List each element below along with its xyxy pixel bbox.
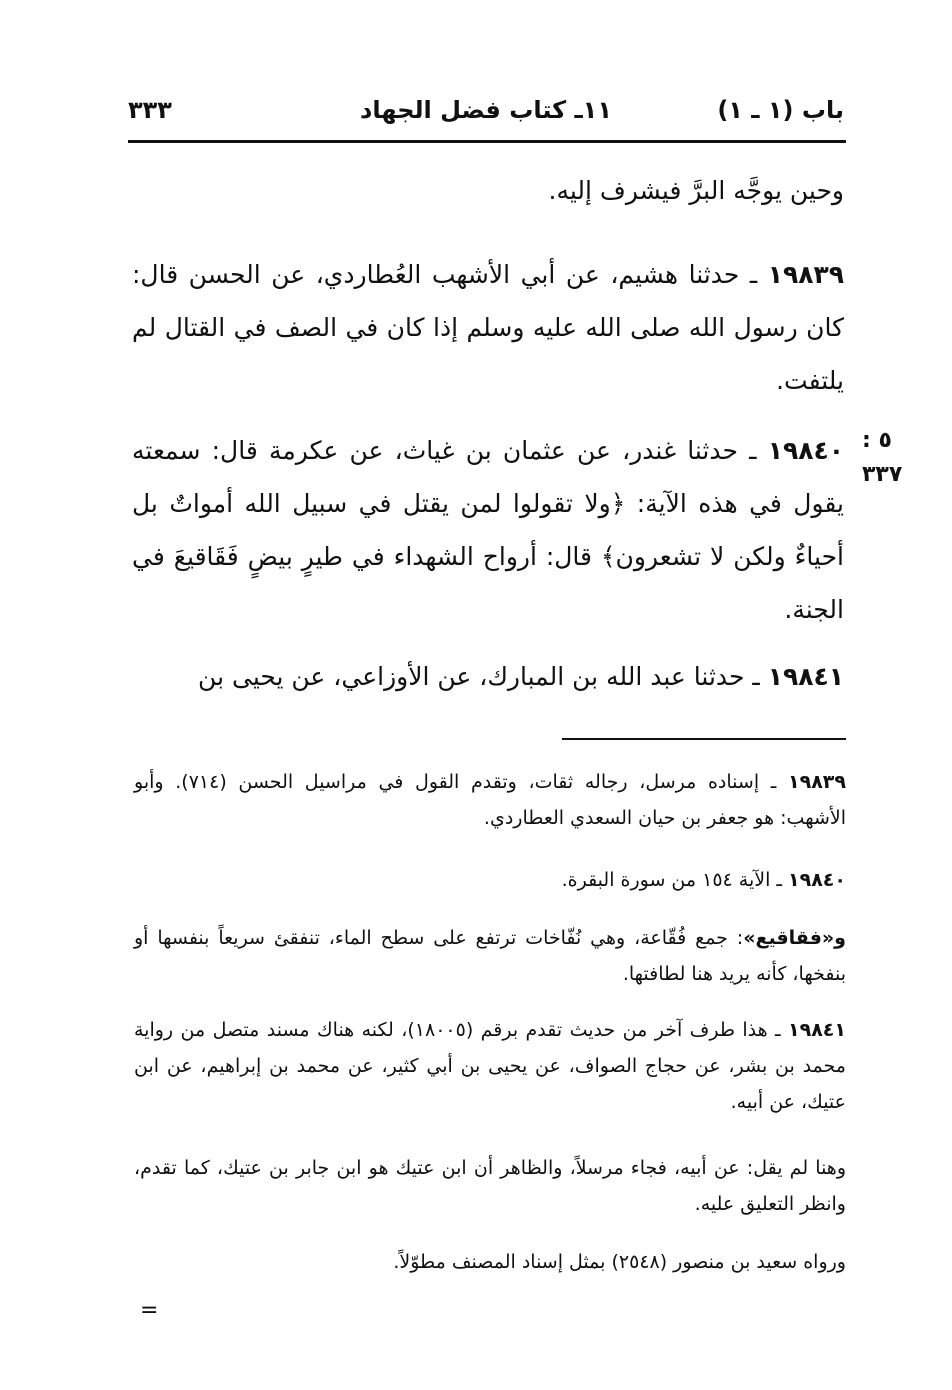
hadith-19839 — [132, 248, 844, 407]
footnote-term: و«فقاقيع» — [743, 927, 846, 949]
hadith-19841 — [132, 650, 844, 703]
footnote-text: ـ الآية ١٥٤ من سورة البقرة. — [561, 869, 789, 891]
hadith-number: ١٩٨٤٠ — [767, 436, 844, 465]
footnote-text: : جمع فُقّاعة، وهي نُفّاخات ترتفع على سطح الماء، تنفقئ سريعاً بنفسها أو بنفخها، كأنه يريد هنا لطافتها. — [134, 927, 846, 985]
footnote-number: ١٩٨٤٠ — [788, 869, 846, 891]
hadith-number: ١٩٨٣٩ — [767, 260, 844, 289]
footnote-19840 — [134, 862, 846, 898]
book-title: ١١ـ كتاب فضل الجهاد — [360, 96, 612, 124]
footnote-separator — [562, 738, 846, 740]
footnote-text: وهنا لم يقل: عن أبيه، فجاء مرسلاً، والظاهر أن ابن عتيك هو ابن جابر بن عتيك، كما تقدم، وانظر التعليق عليه. — [134, 1157, 846, 1215]
chapter-ref: باب (١ ـ ١) — [717, 96, 844, 124]
footnote-number: ١٩٨٣٩ — [788, 771, 846, 793]
header-rule — [128, 140, 846, 143]
hadith-text: ـ حدثنا غندر، عن عثمان بن غياث، عن عكرمة قال: سمعته يقول في هذه الآية: ﴿ولا تقولوا لمن يقتل في سبيل الله أمواتٌ بل أحياءٌ ولكن لا تشعرون﴾ قال: أرواح الشهداء في طيرٍ بيضٍ فَقَاقيعَ في الجنة. — [132, 436, 844, 624]
hadith-19840 — [132, 424, 844, 636]
hadith-text: ـ حدثنا عبد الله بن المبارك، عن الأوزاعي، عن يحيى بن — [198, 662, 768, 691]
margin-reference: ٥ : ٣٣٧ — [862, 428, 903, 487]
footnote-continuation — [134, 1244, 846, 1280]
footnote-continuation — [134, 1150, 846, 1222]
footnote-text: ورواه سعيد بن منصور (٢٥٤٨) بمثل إسناد المصنف مطوّلاً. — [393, 1251, 846, 1273]
page-header — [128, 92, 844, 132]
footnote-number: ١٩٨٤١ — [788, 1019, 846, 1041]
hadith-number: ١٩٨٤١ — [767, 662, 844, 691]
footnote-faqaqi — [134, 920, 846, 992]
page-number: ٣٣٣ — [128, 96, 172, 124]
footnote-text: ـ هذا طرف آخر من حديث تقدم برقم (١٨٠٠٥)، لكنه هناك مسند متصل من رواية محمد بن بشر، عن حجاج الصواف، عن يحيى بن أبي كثير، عن محمد بن إبراهيم، عن ابن عتيك، عن أبيه. — [134, 1019, 846, 1113]
footnote-text: ـ إسناده مرسل، رجاله ثقات، وتقدم القول في مراسيل الحسن (٧١٤). وأبو الأشهب: هو جعفر بن حيان السعدي العطاردي. — [134, 771, 846, 829]
paragraph-text: وحين يوجَّه البرَّ فيشرف إليه. — [548, 176, 844, 205]
hadith-text: ـ حدثنا هشيم، عن أبي الأشهب العُطاردي، عن الحسن قال: كان رسول الله صلى الله عليه وسلم إذا كان في الصف في القتال لم يلتفت. — [132, 260, 844, 395]
footnote-19841 — [134, 1012, 846, 1120]
paragraph — [132, 164, 844, 217]
footnote-19839 — [134, 764, 846, 836]
continuation-mark: = — [140, 1298, 159, 1323]
